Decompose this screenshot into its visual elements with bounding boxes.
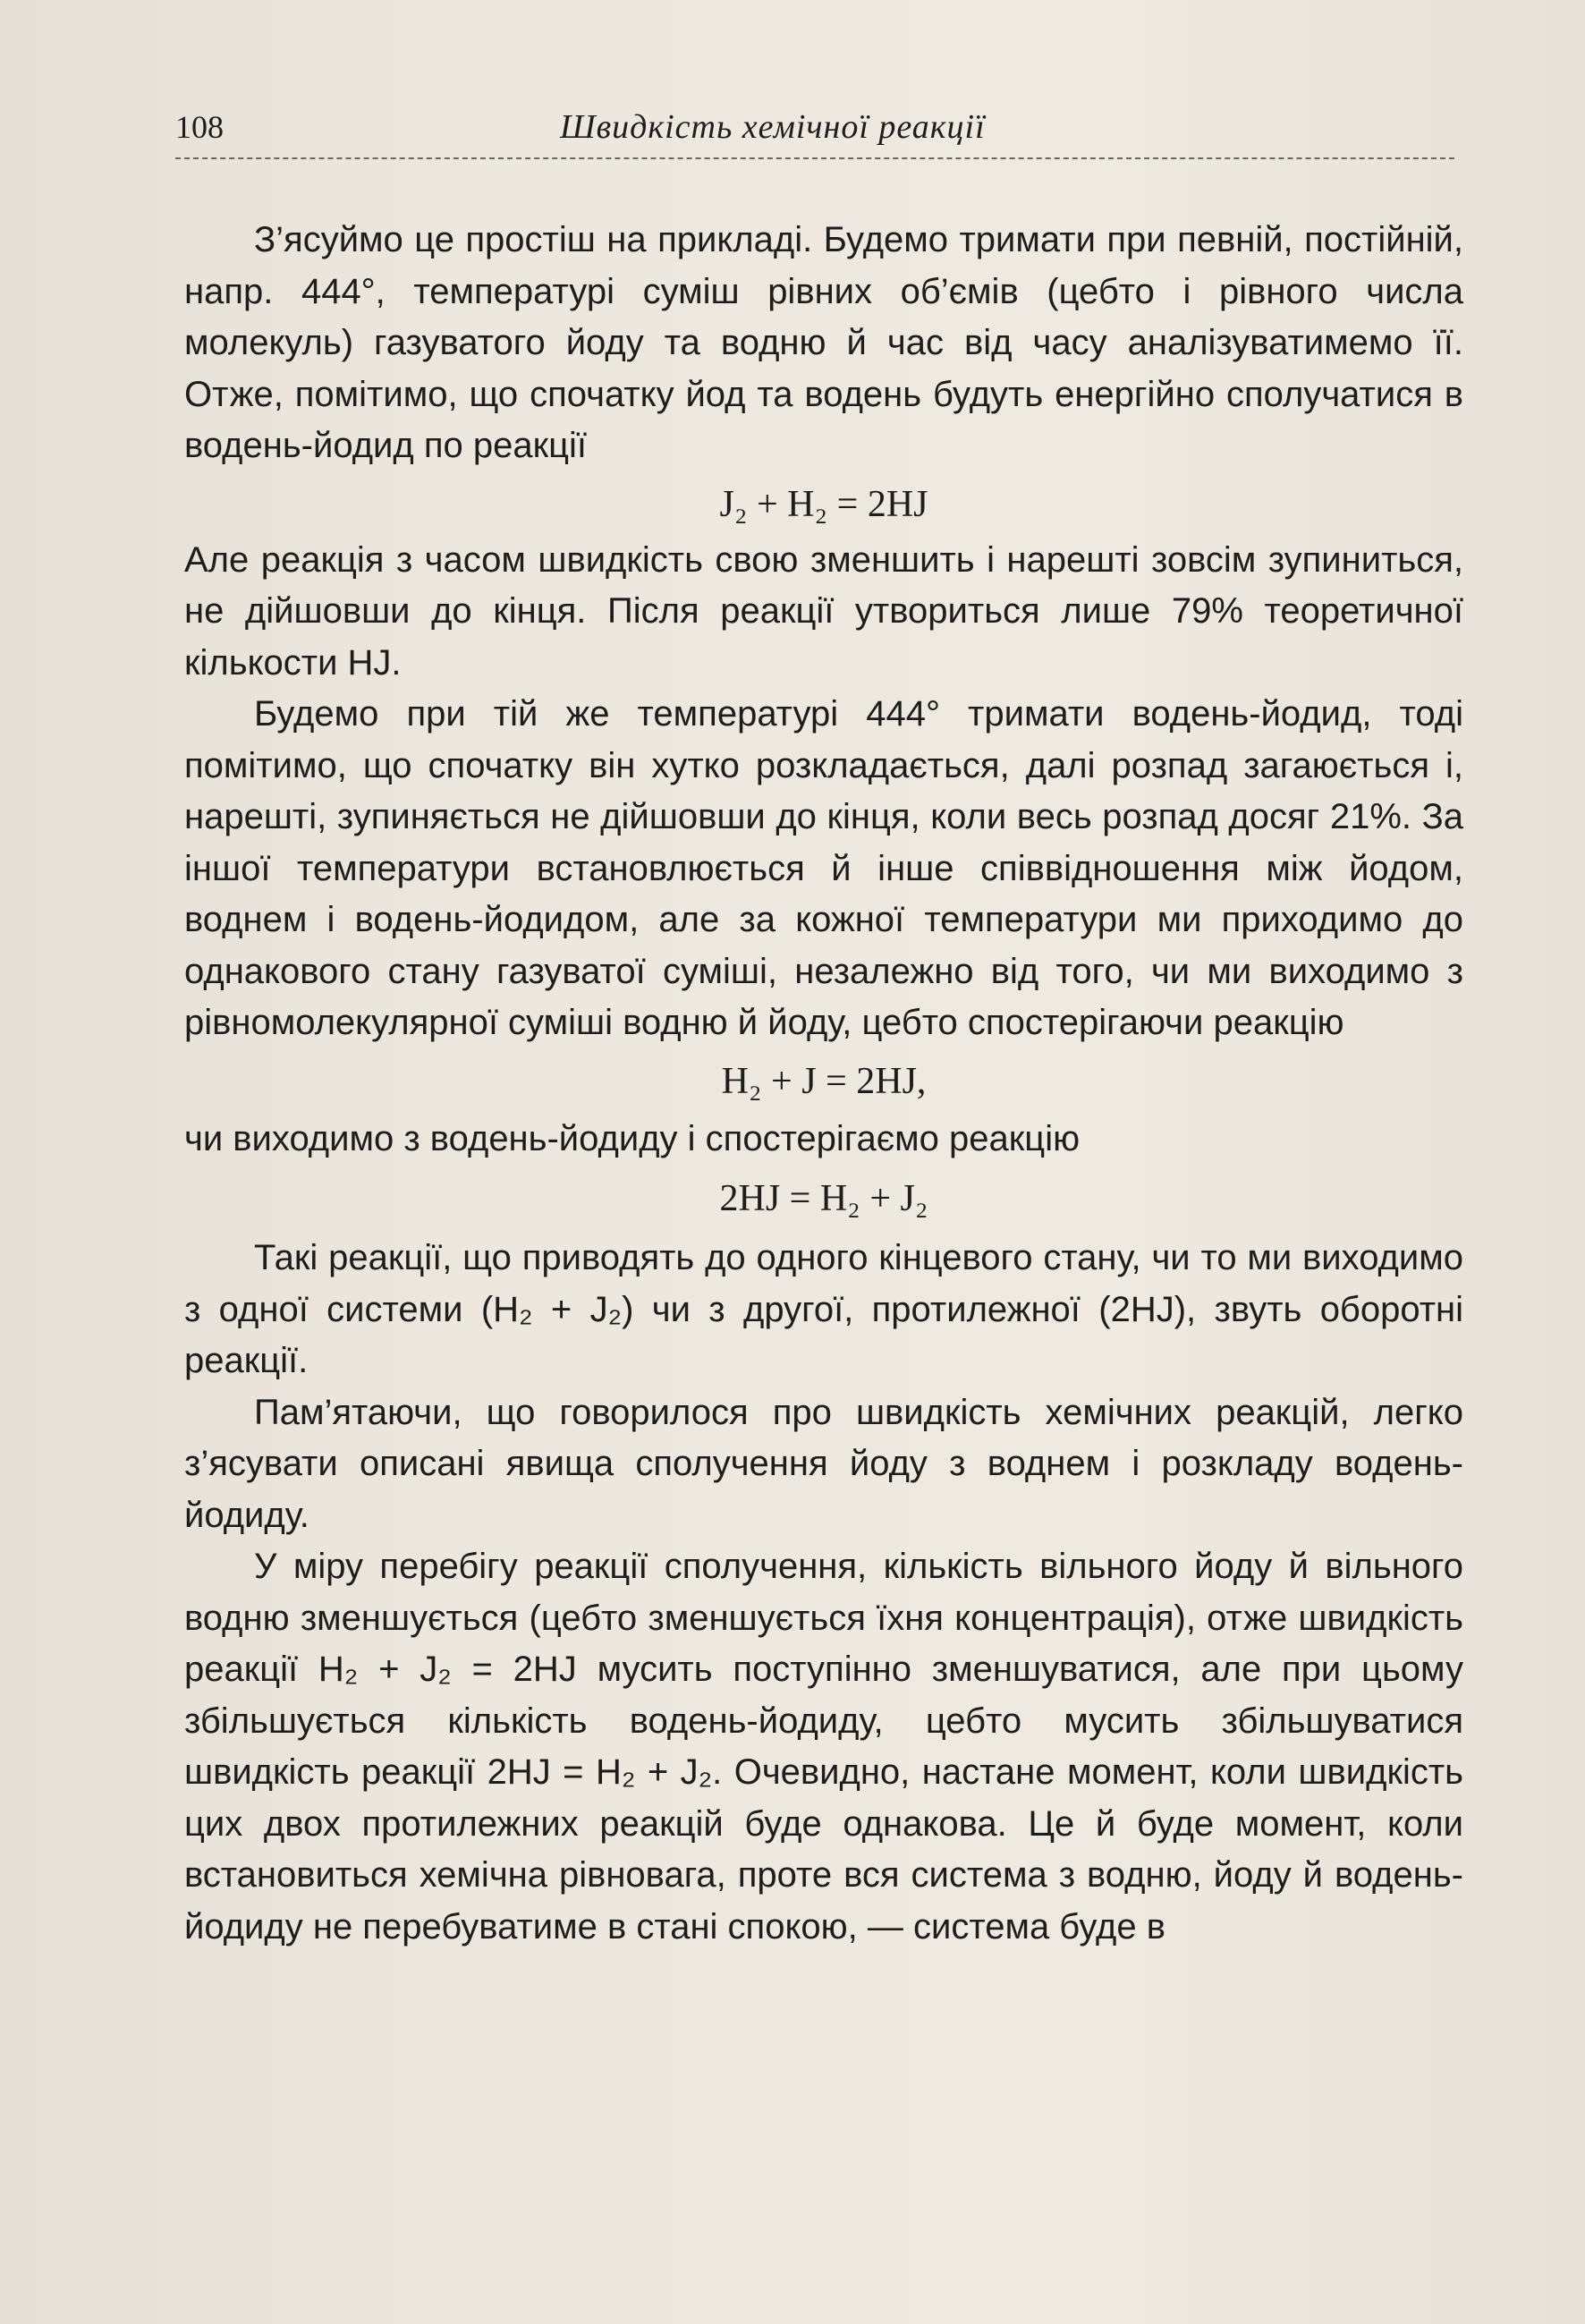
paragraph-3: Будемо при тій же температурі 444° тримати водень-йодид, тоді помітимо, що спочатку він хутко розкладається, далі розпад загаюється і, нарешті, зупиняється не дійшовши до кінця, коли весь розпад досяг 21%. За іншої температури встановлюється й інше співвідношення між йодом, воднем і водень-йодидом, але за кожної температури ми приходимо до однакового стану газуватої суміші, незалежно від того, чи ми виходимо з рівномолекулярної суміші водню й йоду, цебто спостерігаючи реакцію <box>184 694 1463 1042</box>
paragraph-5: Такі реакції, що приводять до одного кінцевого стану, чи то ми виходимо з одної системи (H₂ + J₂) чи з другої, протилежної (2HJ), звуть оборотні реакції. <box>184 1238 1463 1380</box>
paragraph-4: чи виходимо з водень-йодиду і спостерігаємо реакцію <box>184 1118 1081 1158</box>
paragraph-1: З’ясуймо це простіш на прикладі. Будемо тримати при певній, постійній, напр. 444°, температурі суміш рівних об’ємів (цебто і рівного числа молекуль) газуватого йоду та водню й час від часу аналізуватимемо її. Отже, помітимо, що спочатку йод та водень будуть енергійно сполучатися в водень-йодид по реакції <box>184 220 1463 465</box>
formula-3: 2HJ = H₂ + J₂ <box>719 1178 928 1219</box>
page-header <box>175 107 1454 156</box>
body-text <box>184 215 1463 1953</box>
running-title: Швидкість хемічної реакції <box>560 108 986 146</box>
page-number: 108 <box>175 109 224 145</box>
paragraph-7: У міру перебігу реакції сполучення, кількість вільного йоду й вільного водню зменшується (цебто зменшується їхня концентрація), отже швидкість реакції H₂ + J₂ = 2HJ мусить поступінно зменшуватися, але при цьому збільшується кількість водень-йодиду, цебто мусить збільшуватися швидкість реакції 2HJ = H₂ + J₂. Очевидно, настане момент, коли швидкість цих двох протилежних реакцій буде однакова. Це й буде момент, коли встановиться хемічна рівновага, проте вся система з водню, йоду й водень-йодиду не перебуватиме в стані спокою, — система буде в <box>184 1547 1463 1947</box>
formula-2: H₂ + J = 2HJ, <box>721 1060 927 1102</box>
paragraph-2: Але реакція з часом швидкість свою зменшить і нарешті зовсім зупиниться, не дійшовши до кінця. Після реакції утвориться лише 79% теоретичної кількости HJ. <box>184 539 1463 683</box>
formula-1: J₂ + H₂ = 2HJ <box>719 483 928 525</box>
paragraph-6: Пам’ятаючи, що говорилося про швидкість хемічних реакцій, легко з’ясувати описані явища сполучення йоду з воднем і розкладу водень-йодиду. <box>184 1392 1463 1535</box>
header-divider <box>175 157 1454 159</box>
